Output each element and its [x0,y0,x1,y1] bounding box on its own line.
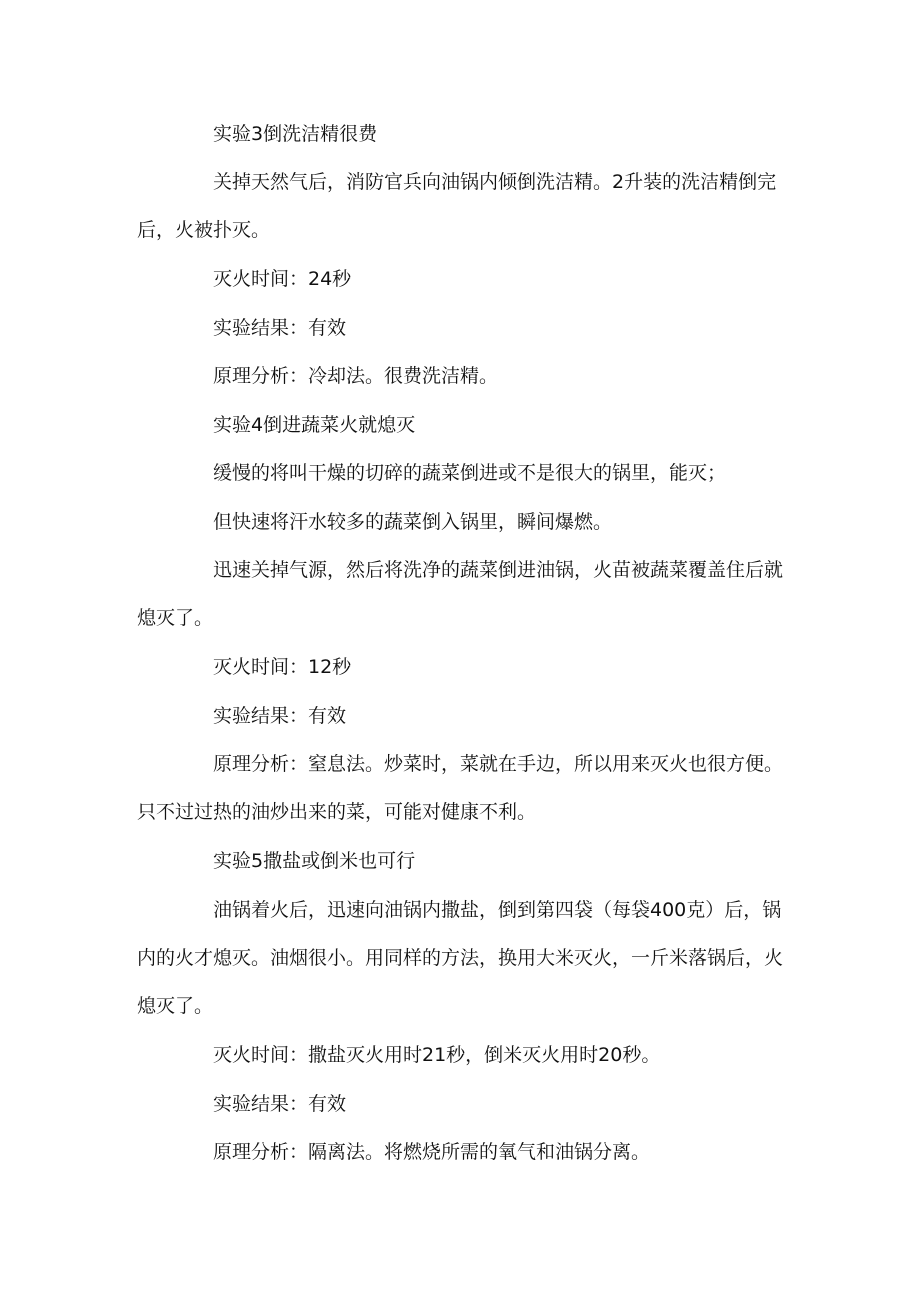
experiment-3-result: 实验结果：有效 [213,317,347,339]
experiment-3-analysis: 原理分析：冷却法。很费洗洁精。 [213,365,499,387]
experiment-4-time: 灭火时间：12秒 [213,656,352,678]
experiment-3-description: 关掉天然气后，消防官兵向油锅内倾倒洗洁精。2升装的洗洁精倒完后，火被扑灭。 [137,171,777,241]
experiment-4-description: 迅速关掉气源，然后将洗净的蔬菜倒进油锅，火苗被蔬菜覆盖住后就熄灭了。 [137,559,784,629]
experiment-5-analysis: 原理分析：隔离法。将燃烧所需的氧气和油锅分离。 [213,1141,651,1163]
experiment-3-time: 灭火时间：24秒 [213,268,352,290]
experiment-4-analysis: 原理分析：窒息法。炒菜时，菜就在手边，所以用来灭火也很方便。只不过过热的油炒出来的菜，可能对健康不利。 [137,753,784,823]
experiment-4-heading: 实验4倒进蔬菜火就熄灭 [213,414,416,436]
experiment-4-note-fast: 但快速将汗水较多的蔬菜倒入锅里，瞬间爆燃。 [213,511,613,533]
experiment-3-heading: 实验3倒洗洁精很费 [213,123,378,145]
experiment-4-result: 实验结果：有效 [213,705,347,727]
experiment-5-time: 灭火时间：撒盐灭火用时21秒，倒米灭火用时20秒。 [213,1044,661,1066]
experiment-4-note-slow: 缓慢的将叫干燥的切碎的蔬菜倒进或不是很大的锅里，能灭； [213,462,727,484]
experiment-5-heading: 实验5撒盐或倒米也可行 [213,850,416,872]
experiment-5-description: 油锅着火后，迅速向油锅内撒盐，倒到第四袋（每袋400克）后，锅内的火才熄灭。油烟很小。用同样的方法，换用大米灭火，一斤米落锅后，火熄灭了。 [137,899,784,1017]
experiment-5-result: 实验结果：有效 [213,1093,347,1115]
